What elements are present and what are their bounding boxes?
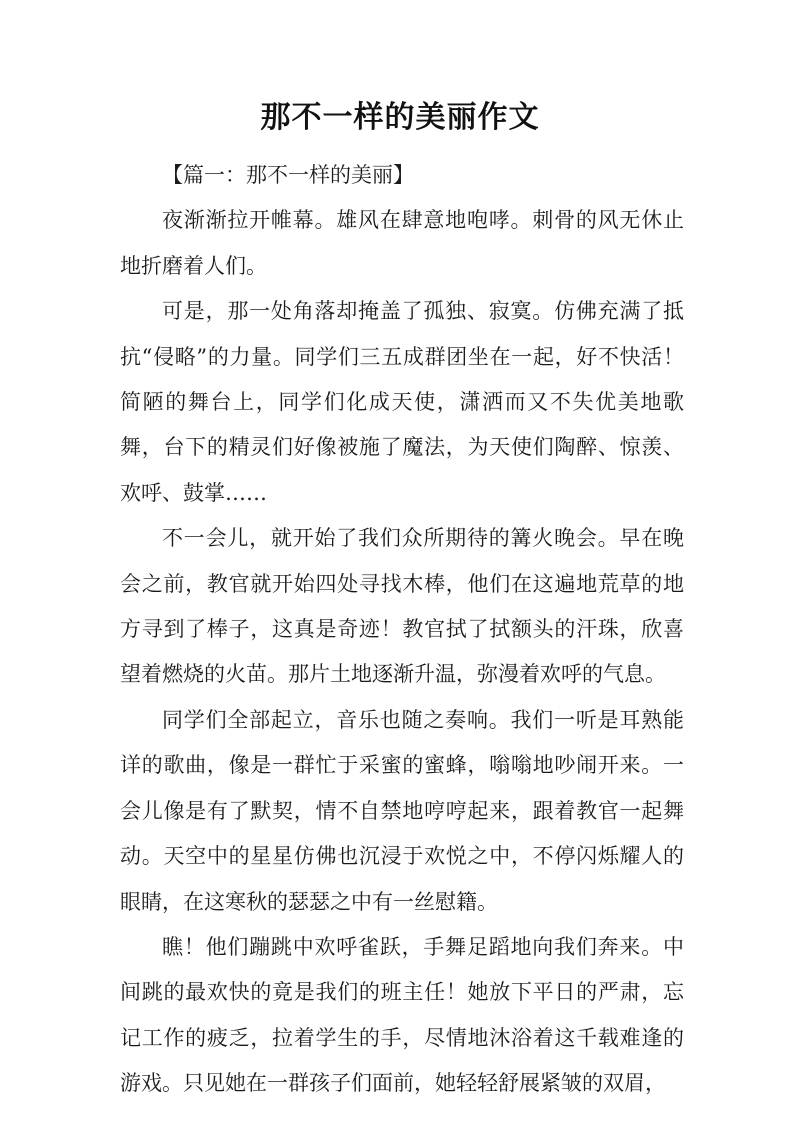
paragraph-1: 夜渐渐拉开帷幕。雄风在肆意地咆哮。刺骨的风无休止地折磨着人们。 [120,208,684,278]
section-heading: 【篇一：那不一样的美丽】 [162,163,414,187]
paragraph-5: 瞧！他们蹦跳中欢呼雀跃，手舞足蹈地向我们奔来。中间跳的最欢快的竟是我们的班主任！她放下平日的严肃，忘记工作的疲乏，拉着学生的手，尽情地沐浴着这千载难逢的游戏。只见她在一群孩子们面前，她轻轻舒展紧皱的双眉， [120,934,684,1096]
paragraph-3: 不一会儿，就开始了我们众所期待的篝火晚会。早在晚会之前，教官就开始四处寻找木棒，他们在这遍地荒草的地方寻到了棒子，这真是奇迹！教官拭了拭额头的汗珠，欣喜望着燃烧的火苗。那片土地逐渐升温，弥漫着欢呼的气息。 [120,526,684,687]
paragraph-4: 同学们全部起立，音乐也随之奏响。我们一听是耳熟能详的歌曲，像是一群忙于采蜜的蜜蜂，嗡嗡地吵闹开来。一会儿像是有了默契，情不自禁地哼哼起来，跟着教官一起舞动。天空中的星星仿佛也沉浸于欢悦之中，不停闪烁耀人的眼睛，在这寒秋的瑟瑟之中有一丝慰籍。 [120,707,684,914]
paragraph-2: 可是，那一处角落却掩盖了孤独、寂寞。仿佛充满了抵抗“侵略”的力量。同学们三五成群团坐在一起，好不快活！简陋的舞台上，同学们化成天使，潇洒而又不失优美地歌舞，台下的精灵们好像被施了魔法，为天使们陶醉、惊羡、欢呼、鼓掌…… [120,299,684,505]
document-title: 那不一样的美丽作文 [260,100,540,135]
document-body [120,153,684,1107]
